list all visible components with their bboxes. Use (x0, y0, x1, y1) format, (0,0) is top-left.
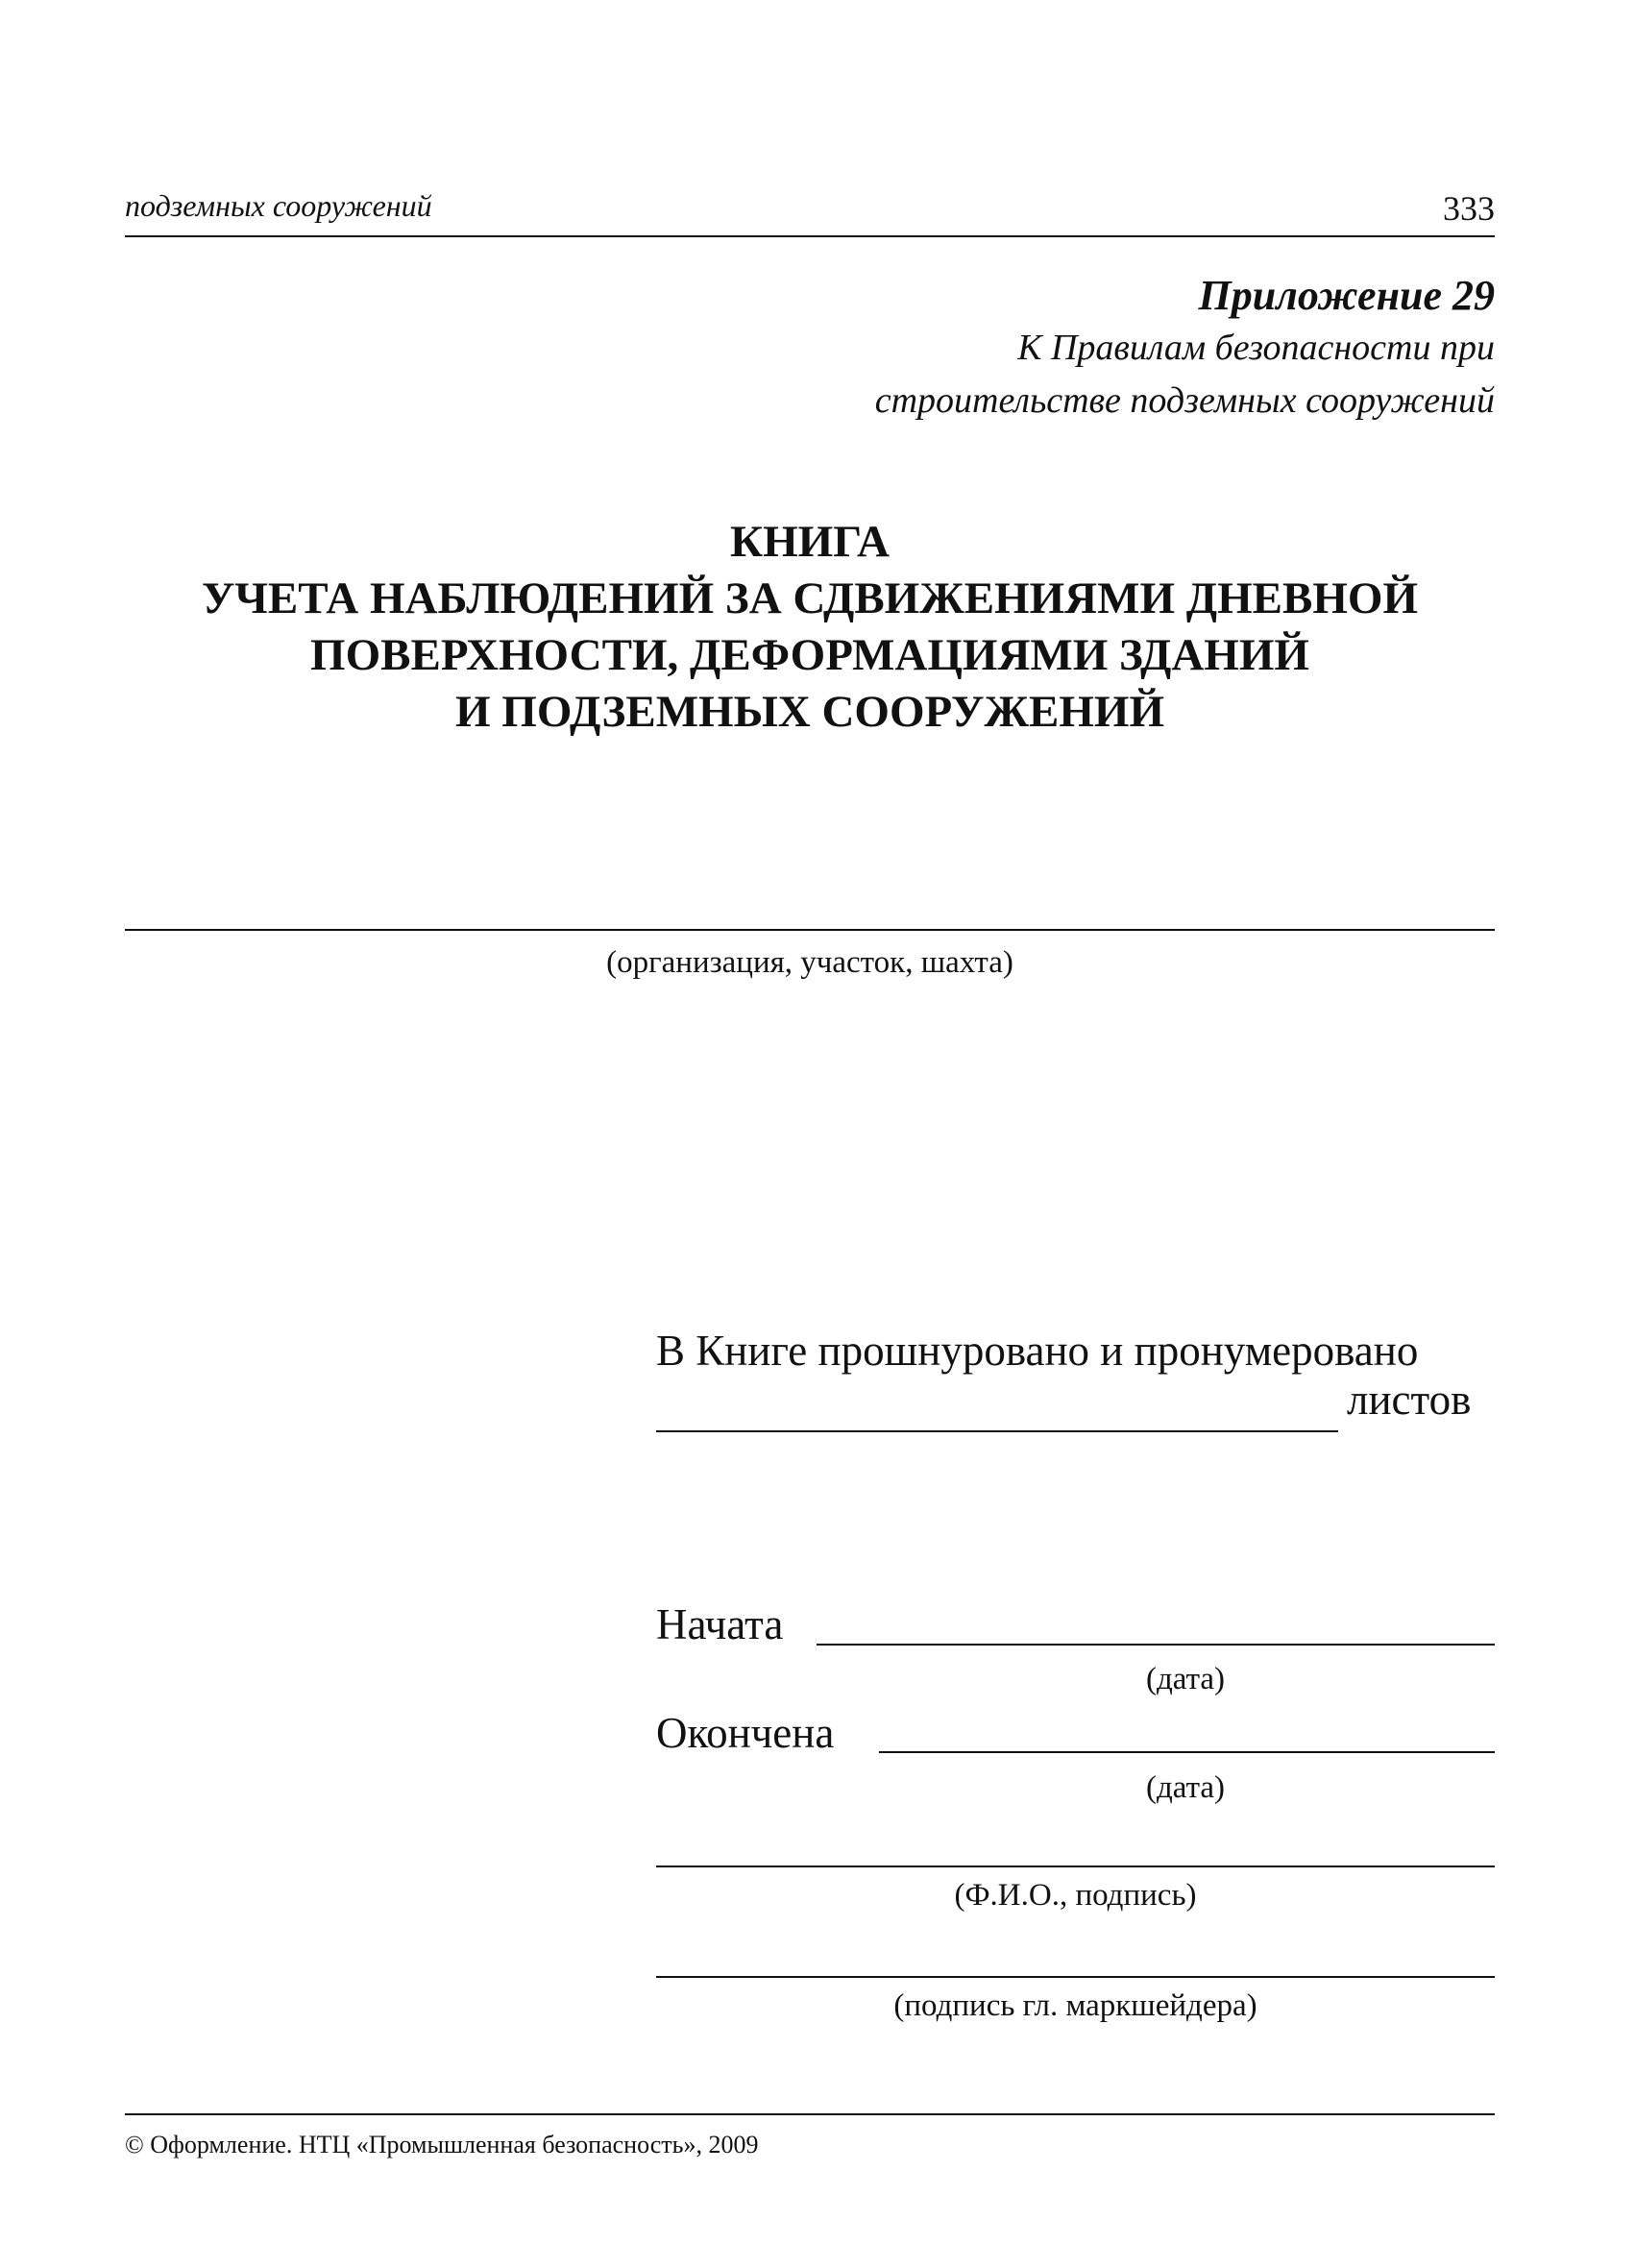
name-signature-caption: (Ф.И.О., подпись) (954, 1878, 1197, 1913)
surveyor-signature-caption: (подпись гл. маркшейдера) (893, 1988, 1257, 2023)
finished-date-caption: (дата) (1146, 1770, 1226, 1805)
appendix-subtitle-line1: К Правилам безопасности при (1017, 328, 1495, 368)
sheets-count-field-line[interactable] (656, 1430, 1338, 1432)
started-date-caption: (дата) (1146, 1662, 1226, 1696)
sheets-statement: В Книге прошнуровано и пронумеровано (656, 1327, 1419, 1375)
surveyor-signature-field-line[interactable] (656, 1976, 1495, 1978)
footer-rule (125, 2113, 1495, 2115)
copyright-footer: © Оформление. НТЦ «Промышленная безопасность», 2009 (125, 2131, 759, 2158)
name-signature-field-line[interactable] (656, 1866, 1495, 1867)
organization-caption: (организация, участок, шахта) (606, 945, 1013, 980)
organization-field-line[interactable] (125, 929, 1495, 931)
title-line-4: И ПОДЗЕМНЫХ СООРУЖЕНИЙ (454, 687, 1165, 737)
title-line-1: КНИГА (730, 517, 890, 567)
started-label: Начата (656, 1600, 784, 1648)
appendix-label: Приложение 29 (1198, 272, 1495, 319)
header-rule (125, 235, 1495, 237)
finished-label: Окончена (656, 1709, 835, 1757)
started-date-field-line[interactable] (817, 1644, 1495, 1646)
finished-date-field-line[interactable] (879, 1751, 1495, 1753)
title-line-2: УЧЕТА НАБЛЮДЕНИЙ ЗА СДВИЖЕНИЯМИ ДНЕВНОЙ (201, 573, 1419, 623)
running-title: подземных сооружений (125, 188, 432, 223)
document-title (125, 514, 1495, 741)
title-line-3: ПОВЕРХНОСТИ, ДЕФОРМАЦИЯМИ ЗДАНИЙ (310, 630, 1309, 680)
sheets-suffix: листов (1347, 1376, 1472, 1424)
appendix-subtitle-line2: строительстве подземных сооружений (874, 380, 1495, 421)
page-number: 333 (1443, 189, 1495, 228)
